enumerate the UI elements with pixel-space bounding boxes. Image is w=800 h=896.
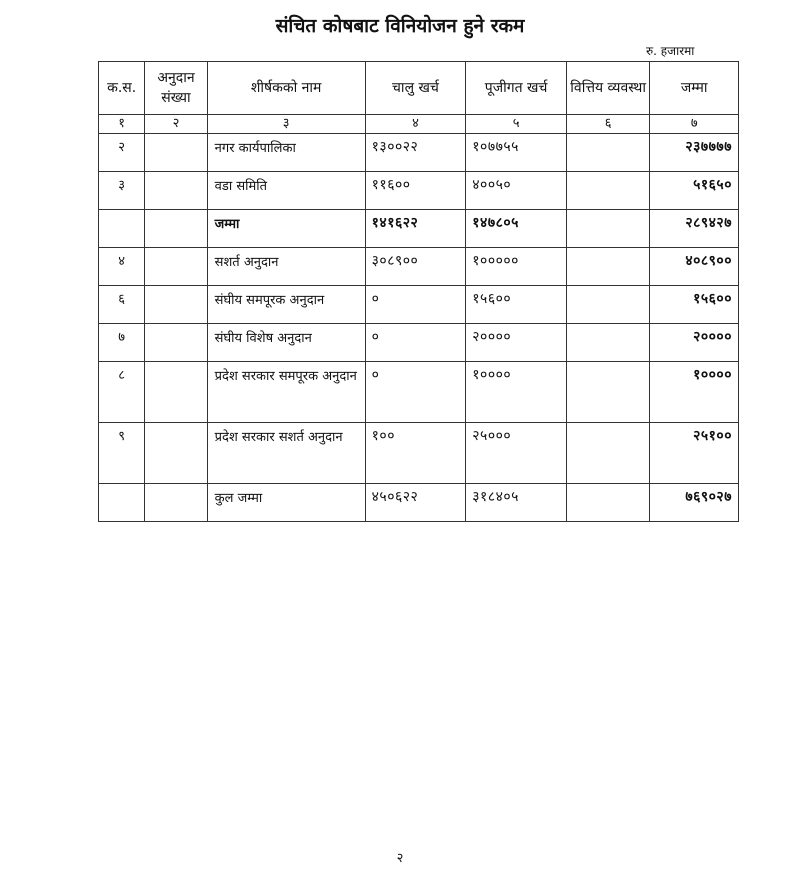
table-row	[99, 172, 739, 210]
unit-note: रु. हजारमा	[646, 44, 695, 58]
serial-no-cell	[99, 210, 145, 248]
subtotal-row	[99, 210, 739, 248]
page-number: २	[396, 851, 404, 866]
serial-no-cell: ३	[99, 172, 145, 210]
total-amount-cell: ५१६५०	[650, 172, 739, 210]
financing-cell	[566, 484, 650, 522]
header-financing: वित्तिय व्यवस्था	[566, 62, 650, 115]
table-row	[99, 248, 739, 286]
header-row	[99, 62, 739, 115]
column-index: २	[145, 115, 207, 134]
column-index: ५	[466, 115, 567, 134]
capital-amount-cell: १०००००	[466, 248, 567, 286]
recurrent-amount-cell: ०	[365, 286, 466, 324]
appropriation-table	[98, 61, 739, 522]
header-total: जम्मा	[650, 62, 739, 115]
serial-no-cell: ६	[99, 286, 145, 324]
column-index: ६	[566, 115, 650, 134]
capital-amount-cell: १००००	[466, 362, 567, 423]
financing-cell	[566, 423, 650, 484]
head-name-cell: जम्मा	[207, 210, 365, 248]
financing-cell	[566, 324, 650, 362]
grant-no-cell	[145, 423, 207, 484]
financing-cell	[566, 172, 650, 210]
capital-amount-cell: २५०००	[466, 423, 567, 484]
total-amount-cell: २८९४२७	[650, 210, 739, 248]
serial-no-cell: ८	[99, 362, 145, 423]
capital-amount-cell: १४७८०५	[466, 210, 567, 248]
column-index-row	[99, 115, 739, 134]
financing-cell	[566, 134, 650, 172]
serial-no-cell: २	[99, 134, 145, 172]
capital-amount-cell: ४००५०	[466, 172, 567, 210]
head-name-cell: प्रदेश सरकार समपूरक अनुदान	[207, 362, 365, 423]
head-name-cell: संघीय समपूरक अनुदान	[207, 286, 365, 324]
grant-no-cell	[145, 362, 207, 423]
header-capital: पूजीगत खर्च	[466, 62, 567, 115]
grant-no-cell	[145, 248, 207, 286]
financing-cell	[566, 362, 650, 423]
financing-cell	[566, 248, 650, 286]
grant-no-cell	[145, 484, 207, 522]
total-amount-cell: १५६००	[650, 286, 739, 324]
head-name-cell: कुल जम्मा	[207, 484, 365, 522]
table-row	[99, 423, 739, 484]
grant-no-cell	[145, 286, 207, 324]
recurrent-amount-cell: १००	[365, 423, 466, 484]
serial-no-cell: ४	[99, 248, 145, 286]
table-row	[99, 286, 739, 324]
total-amount-cell: २००००	[650, 324, 739, 362]
column-index: ३	[207, 115, 365, 134]
column-index: १	[99, 115, 145, 134]
header-serial-no: क.स.	[99, 62, 145, 115]
recurrent-amount-cell: १४१६२२	[365, 210, 466, 248]
serial-no-cell	[99, 484, 145, 522]
serial-no-cell: ७	[99, 324, 145, 362]
table-row	[99, 134, 739, 172]
grant-no-cell	[145, 324, 207, 362]
grant-no-cell	[145, 210, 207, 248]
head-name-cell: सशर्त अनुदान	[207, 248, 365, 286]
financing-cell	[566, 286, 650, 324]
head-name-cell: संघीय विशेष अनुदान	[207, 324, 365, 362]
recurrent-amount-cell: ०	[365, 362, 466, 423]
capital-amount-cell: ३१८४०५	[466, 484, 567, 522]
recurrent-amount-cell: ४५०६२२	[365, 484, 466, 522]
grant-no-cell	[145, 172, 207, 210]
head-name-cell: वडा समिति	[207, 172, 365, 210]
recurrent-amount-cell: ३०८९००	[365, 248, 466, 286]
column-index: ४	[365, 115, 466, 134]
serial-no-cell: ९	[99, 423, 145, 484]
header-grant-no: अनुदान संख्या	[145, 62, 207, 115]
table-row	[99, 362, 739, 423]
financing-cell	[566, 210, 650, 248]
recurrent-amount-cell: १३००२२	[365, 134, 466, 172]
header-recurrent: चालु खर्च	[365, 62, 466, 115]
recurrent-amount-cell: ०	[365, 324, 466, 362]
grant-no-cell	[145, 134, 207, 172]
recurrent-amount-cell: ११६००	[365, 172, 466, 210]
capital-amount-cell: १५६००	[466, 286, 567, 324]
column-index: ७	[650, 115, 739, 134]
total-amount-cell: १००००	[650, 362, 739, 423]
capital-amount-cell: १०७७५५	[466, 134, 567, 172]
capital-amount-cell: २००००	[466, 324, 567, 362]
subtotal-row	[99, 484, 739, 522]
total-amount-cell: २५१००	[650, 423, 739, 484]
table-row	[99, 324, 739, 362]
total-amount-cell: ७६९०२७	[650, 484, 739, 522]
header-head-name: शीर्षकको नाम	[207, 62, 365, 115]
total-amount-cell: २३७७७७	[650, 134, 739, 172]
total-amount-cell: ४०८९००	[650, 248, 739, 286]
document-title: संचित कोषबाट विनियोजन हुने रकम	[275, 15, 525, 37]
head-name-cell: नगर कार्यपालिका	[207, 134, 365, 172]
head-name-cell: प्रदेश सरकार सशर्त अनुदान	[207, 423, 365, 484]
